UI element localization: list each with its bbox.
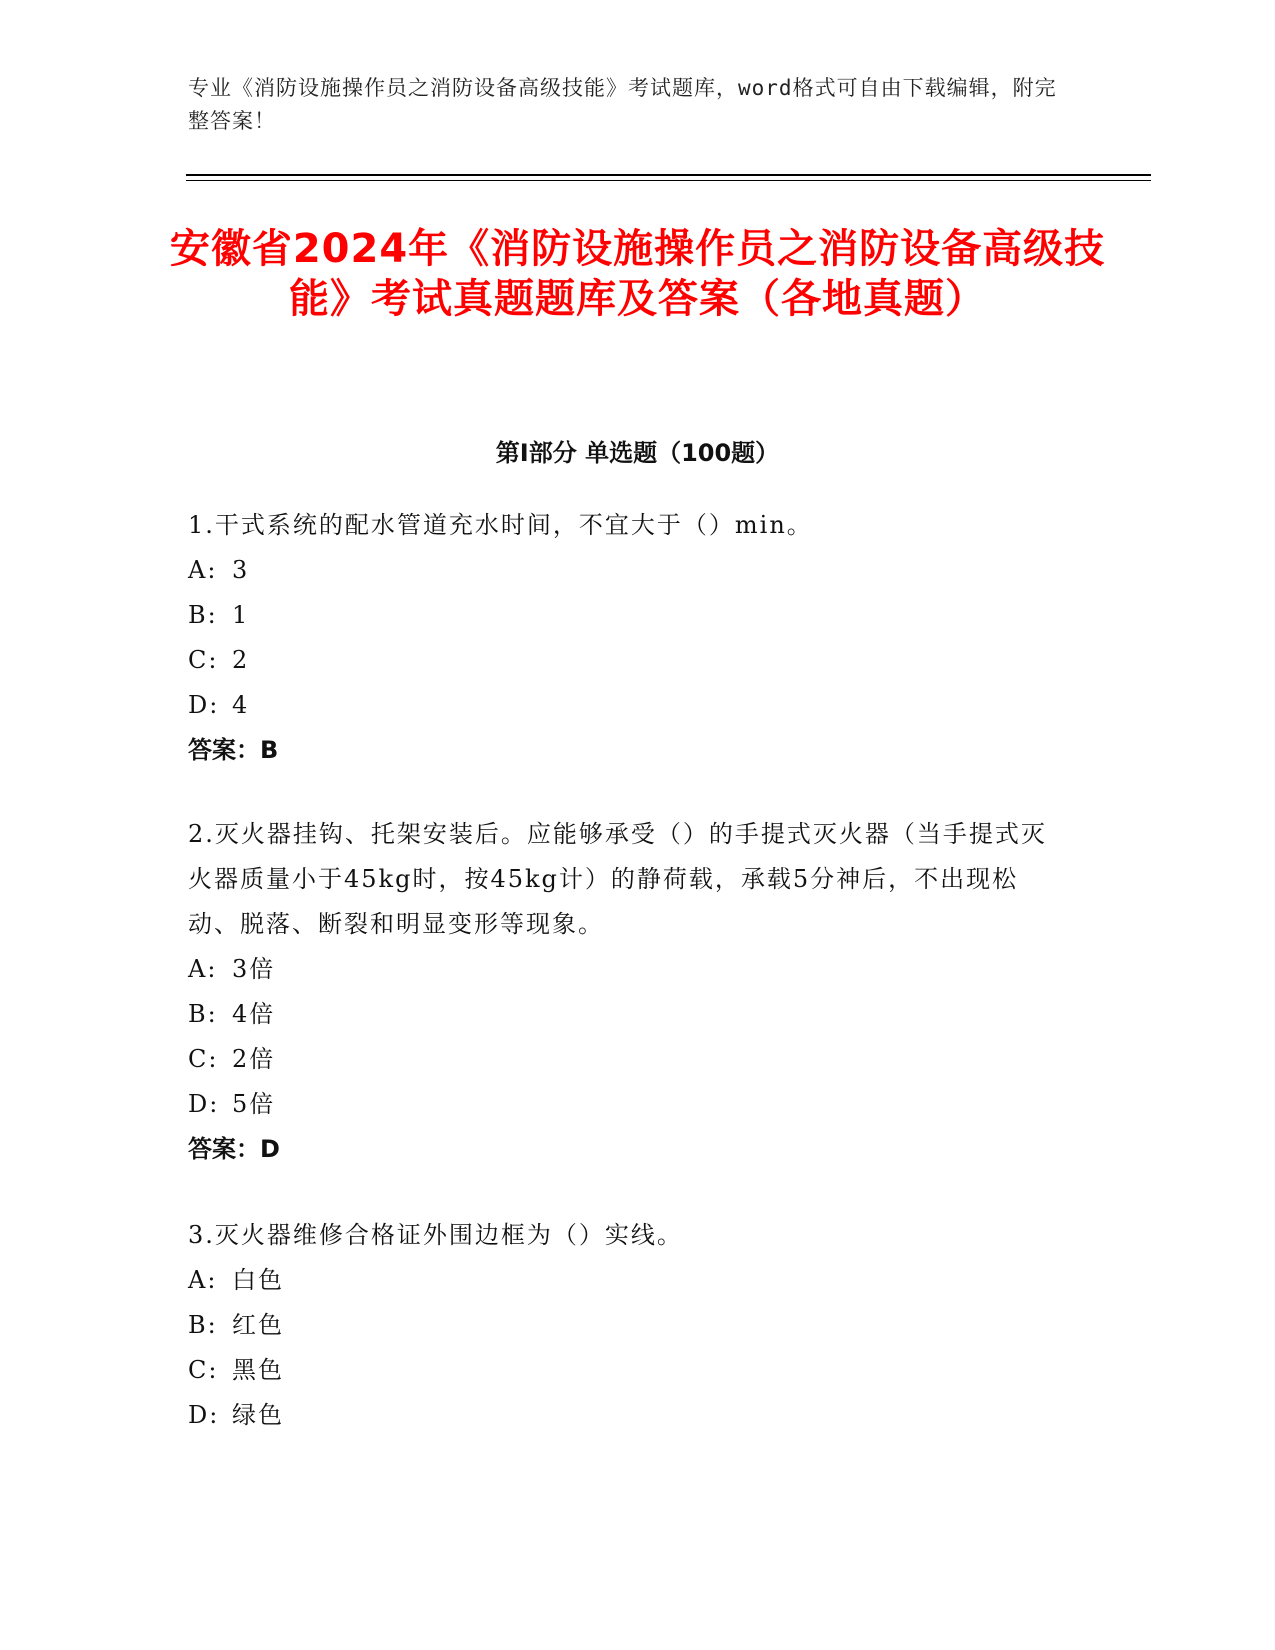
option-a bbox=[188, 947, 1068, 992]
option-label: C: bbox=[188, 1045, 219, 1073]
option-text: 绿色 bbox=[232, 1401, 284, 1429]
question-stem: 2.灭火器挂钩、托架安装后。应能够承受（）的手提式灭火器（当手提式灭火器质量小于45kg时，按45kg计）的静荷载，承载5分神后，不出现松动、脱落、断裂和明显变形等现象。 bbox=[188, 820, 1047, 938]
option-text: 白色 bbox=[232, 1266, 284, 1294]
option-label: D: bbox=[188, 691, 220, 719]
answer-line: 答案：B bbox=[188, 736, 279, 764]
option-b bbox=[188, 1303, 1068, 1348]
option-text: 黑色 bbox=[232, 1356, 284, 1384]
option-a bbox=[188, 1258, 1068, 1303]
option-label: B: bbox=[188, 1000, 218, 1028]
option-text: 红色 bbox=[232, 1311, 284, 1339]
option-b bbox=[188, 992, 1068, 1037]
document-title: 安徽省2024年《消防设施操作员之消防设备高级技能》考试真题题库及答案（各地真题） bbox=[169, 226, 1106, 322]
option-text: 3 bbox=[232, 556, 250, 584]
option-text: 4 bbox=[232, 691, 250, 719]
question-stem: 1.干式系统的配水管道充水时间，不宜大于（）min。 bbox=[188, 511, 813, 539]
question-2 bbox=[188, 812, 1068, 1172]
option-label: C: bbox=[188, 1356, 219, 1384]
option-c bbox=[188, 1348, 1068, 1393]
option-text: 3倍 bbox=[232, 955, 276, 983]
option-label: B: bbox=[188, 1311, 218, 1339]
option-d bbox=[188, 1393, 1068, 1438]
option-d bbox=[188, 1082, 1068, 1127]
option-c bbox=[188, 638, 1068, 683]
option-text: 1 bbox=[232, 601, 250, 629]
question-stem: 3.灭火器维修合格证外围边框为（）实线。 bbox=[188, 1221, 683, 1249]
option-label: C: bbox=[188, 646, 219, 674]
option-text: 4倍 bbox=[232, 1000, 276, 1028]
option-c bbox=[188, 1037, 1068, 1082]
option-a bbox=[188, 548, 1068, 593]
option-label: A: bbox=[188, 1266, 218, 1294]
question-1 bbox=[188, 503, 1068, 773]
option-label: B: bbox=[188, 601, 218, 629]
option-b bbox=[188, 593, 1068, 638]
question-3 bbox=[188, 1213, 1068, 1438]
option-label: D: bbox=[188, 1090, 220, 1118]
option-text: 2 bbox=[232, 646, 250, 674]
option-text: 5倍 bbox=[232, 1090, 276, 1118]
section-title: 第I部分 单选题（100题） bbox=[495, 439, 780, 467]
option-label: D: bbox=[188, 1401, 220, 1429]
option-d bbox=[188, 683, 1068, 728]
header-rule-thick bbox=[186, 174, 1151, 176]
option-text: 2倍 bbox=[232, 1045, 276, 1073]
answer-line: 答案：D bbox=[188, 1135, 280, 1163]
header-rule-thin bbox=[186, 180, 1151, 181]
header-note: 专业《消防设施操作员之消防设备高级技能》考试题库，word格式可自由下载编辑，附完整答案！ bbox=[188, 76, 1057, 133]
option-label: A: bbox=[188, 556, 218, 584]
option-label: A: bbox=[188, 955, 218, 983]
